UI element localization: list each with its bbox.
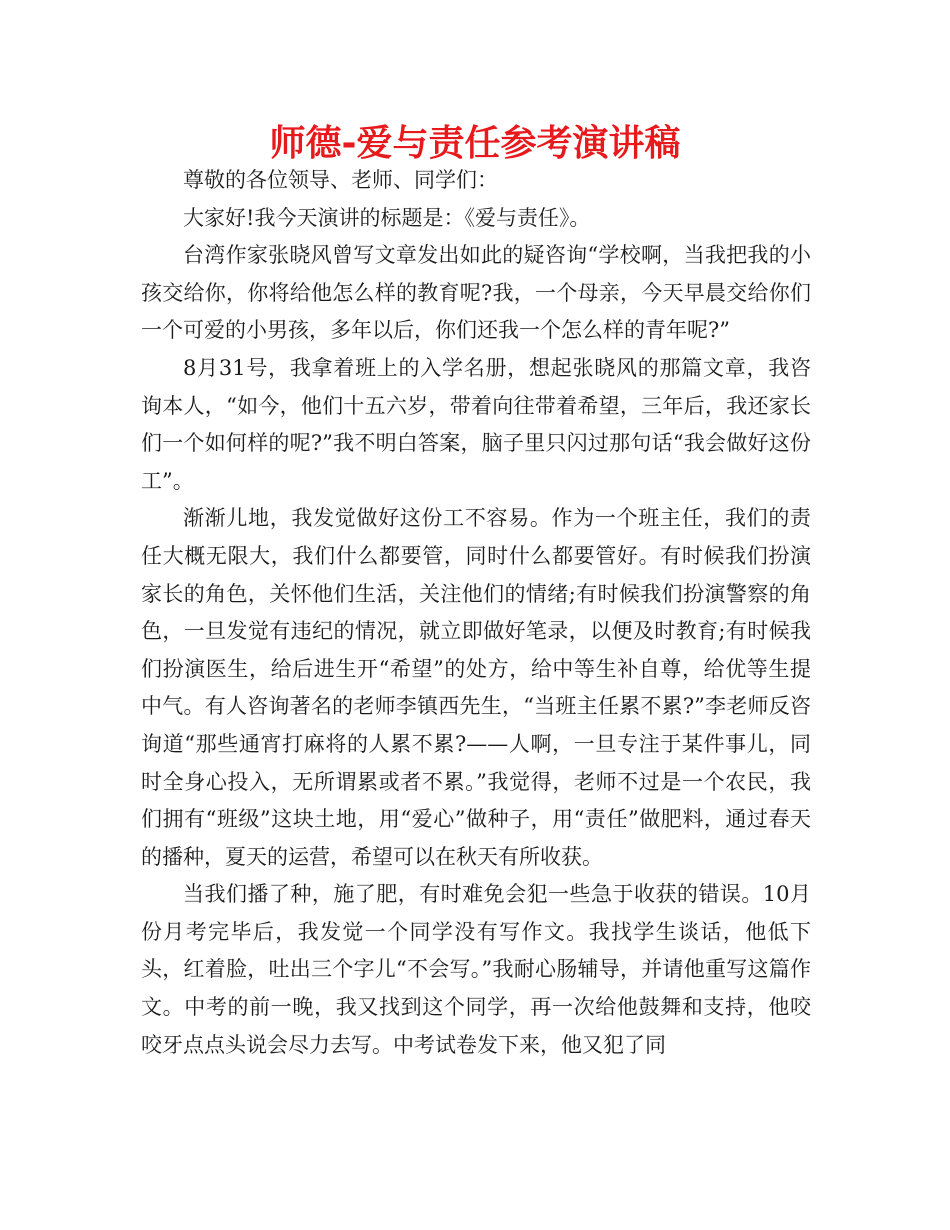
document-body xyxy=(141,162,811,1064)
paragraph-greeting: 尊敬的各位领导、老师、同学们： xyxy=(183,168,498,192)
paragraph-intro: 大家好!我今天演讲的标题是：《爱与责任》。 xyxy=(183,205,591,230)
paragraph: 台湾作家张晓风曾写文章发出如此的疑咨询“学校啊，当我把我的小孩交给你，你将给他怎么样的教育呢?我，一个母亲，今天早晨交给你们一个可爱的小男孩，多年以后，你们还我一个怎么样的青年呢?” xyxy=(141,243,811,343)
paragraph: 当我们播了种，施了肥，有时难免会犯一些急于收获的错误。10月份月考完毕后，我发觉一个同学没有写作文。我找学生谈话，他低下头，红着脸，吐出三个字儿“不会写。”我耐心肠辅导，并请他重写这篇作文。中考的前一晚，我又找到这个同学，再一次给他鼓舞和支持，他咬咬牙点点头说会尽力去写。中考试卷发下来，他又犯了同 xyxy=(141,882,811,1057)
document-title: 师德-爱与责任参考演讲稿 xyxy=(269,123,681,164)
paragraph: 8月31号，我拿着班上的入学名册，想起张晓风的那篇文章，我咨询本人，“如今，他们十五六岁，带着向往带着希望，三年后，我还家长们一个如何样的呢?”我不明白答案，脑子里只闪过那句话“我会做好这份工”。 xyxy=(141,355,811,493)
paragraph: 渐渐儿地，我发觉做好这份工不容易。作为一个班主任，我们的责任大概无限大，我们什么都要管，同时什么都要管好。有时候我们扮演家长的角色，关怀他们生活，关注他们的情绪;有时候我们扮演警察的角色，一旦发觉有违纪的情况，就立即做好笔录，以便及时教育;有时候我们扮演医生，给后进生开“希望”的处方，给中等生补自尊，给优等生提中气。有人咨询著名的老师李镇西先生，“当班主任累不累?”李老师反咨询道“那些通宵打麻将的人累不累?——人啊，一旦专注于某件事儿，同时全身心投入，无所谓累或者不累。”我觉得，老师不过是一个农民，我们拥有“班级”这块土地，用“爱心”做种子，用“责任”做肥料，通过春天的播种，夏天的运营，希望可以在秋天有所收获。 xyxy=(141,506,811,869)
